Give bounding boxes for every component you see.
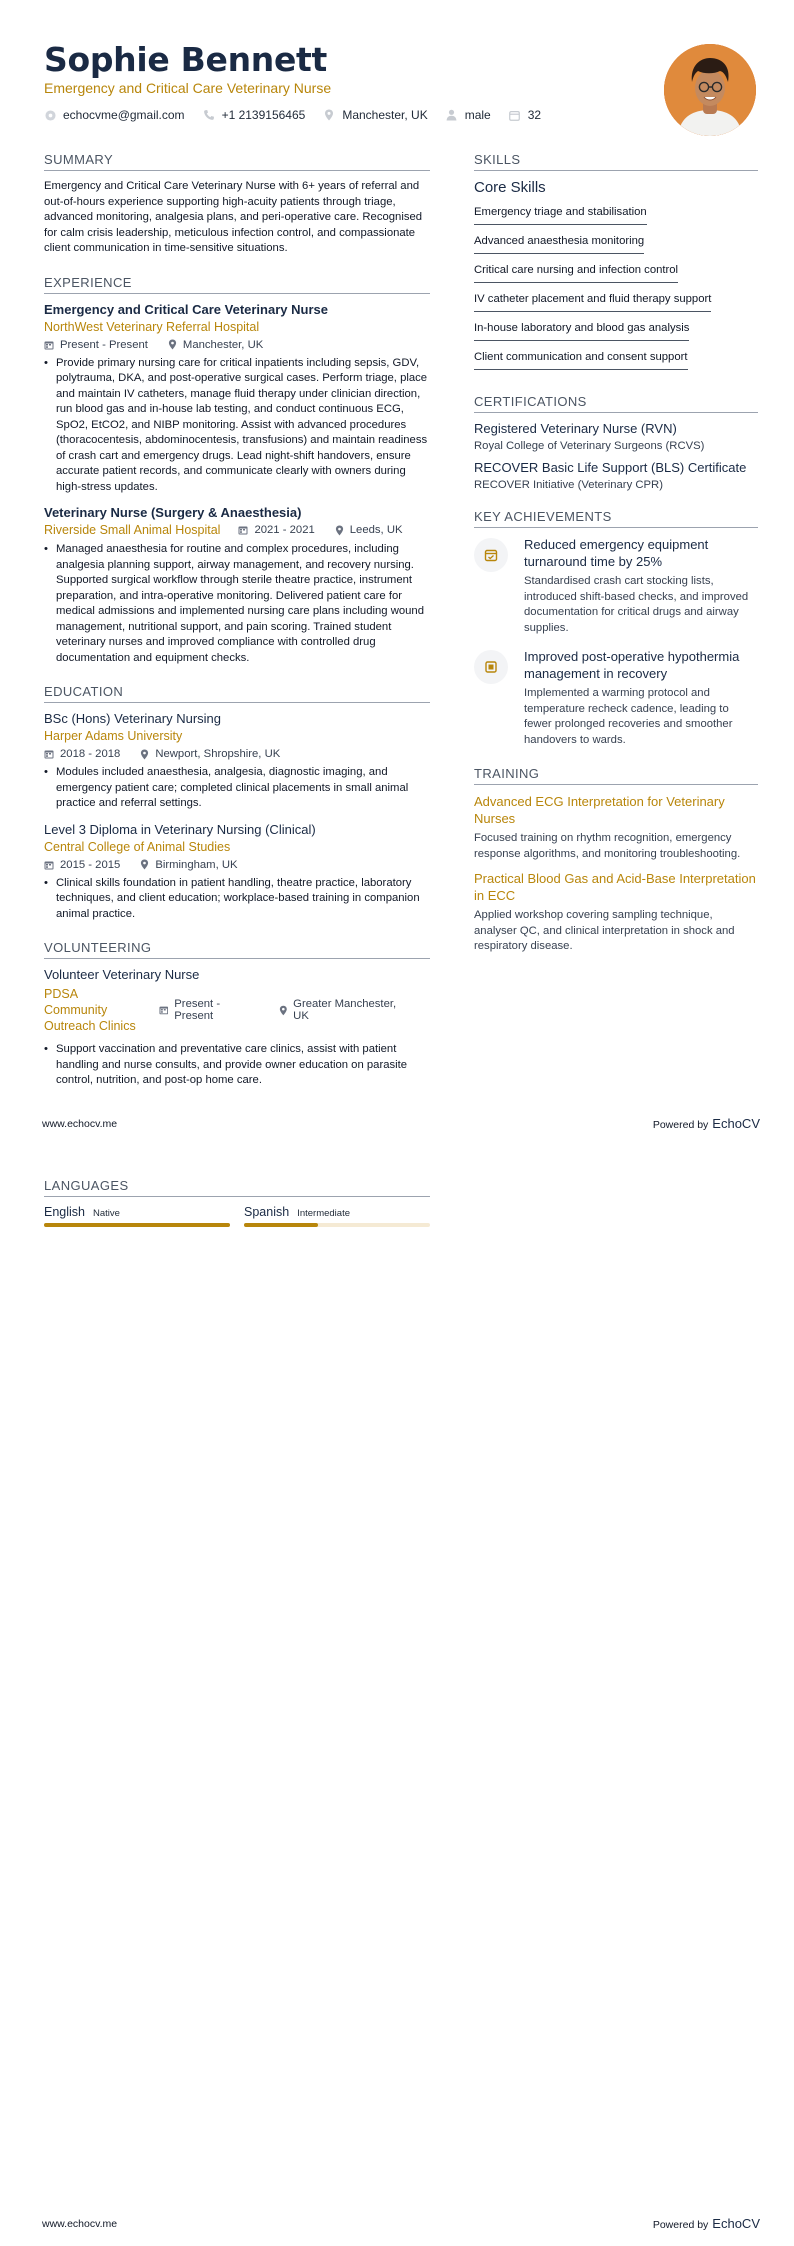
location-icon xyxy=(335,525,344,536)
volunteering-item xyxy=(44,967,430,1089)
volunteer-bullet: • Support vaccination and preventative care clinics, assist with patient handling and nurse consults, and provide owner education on parasite control, nutrition, and post-op home care. xyxy=(44,1042,430,1089)
job-location xyxy=(335,524,403,536)
job-org-meta-row xyxy=(44,523,430,537)
certification-item xyxy=(474,421,758,452)
skill-item: Emergency triage and stabilisation xyxy=(474,202,647,225)
contact-row xyxy=(44,108,559,122)
job-title: Veterinary Nurse (Surgery & Anaesthesia) xyxy=(44,505,302,520)
languages-heading: LANGUAGES xyxy=(44,1178,430,1197)
education-dates-text: 2018 - 2018 xyxy=(60,748,121,760)
email-icon xyxy=(44,109,56,121)
job-bullet: • Provide primary nursing care for critical inpatients including sepsis, GDV, polytrauma, DKA, and post-operative surgical cases. Perform triage, place and maintain IV catheters, manage fluid therapy under clinician direction, run blood gas and in-house lab testing, and conduct continuous ECG, SpO2, EtCO2, and NIBP monitoring. Assist with advanced procedures (thoracocentesis, abdominocentesis, transfusions) and maintain readiness of crash cart and emergency drugs. Lead night-shift handovers, ensure accurate patient records, and communicate clearly with owners during high-stress updates. xyxy=(44,356,430,496)
footer-brand[interactable]: EchoCV xyxy=(712,2216,760,2231)
location-icon xyxy=(168,339,177,350)
summary-section xyxy=(44,152,430,257)
training-title: Practical Blood Gas and Acid-Base Interpretation in ECC xyxy=(474,871,756,903)
achievement-item xyxy=(474,536,758,636)
training-section xyxy=(474,766,758,955)
left-column xyxy=(44,152,430,1107)
volunteer-role: Volunteer Veterinary Nurse xyxy=(44,967,200,982)
calendar-icon xyxy=(44,860,54,870)
degree-title: BSc (Hons) Veterinary Nursing xyxy=(44,711,222,726)
page-footer xyxy=(42,2216,760,2231)
skills-list xyxy=(474,202,758,376)
language-bar-fill xyxy=(244,1223,318,1227)
volunteer-org-line-2: Outreach Clinics xyxy=(44,1019,136,1033)
certification-issuer: Royal College of Veterinary Surgeons (RCVS) xyxy=(474,440,705,452)
education-bullet: • Clinical skills foundation in patient handling, theatre practice, laboratory techniques, and client education; workplace-based training in companion animal practice. xyxy=(44,876,430,923)
language-item xyxy=(244,1205,430,1227)
volunteer-dates-text: Present - Present xyxy=(174,998,221,1022)
footer-site-link[interactable]: www.echocv.me xyxy=(42,1117,118,1130)
phone-icon xyxy=(203,109,215,121)
education-item xyxy=(44,711,430,812)
skill-item: Advanced anaesthesia monitoring xyxy=(474,231,644,254)
location-icon xyxy=(140,749,149,760)
achievements-section xyxy=(474,509,758,748)
contact-location xyxy=(323,108,427,122)
language-name: English xyxy=(44,1205,85,1219)
summary-text: Emergency and Critical Care Veterinary Nurse with 6+ years of referral and out-of-hours experience supporting high-acuity patients through triage, advanced monitoring, analgesia plans, and peri-operative care. Recognised for calm crisis leadership, meticulous infection control, and compassionate client communication in time-sensitive situations. xyxy=(44,180,423,254)
education-bullets xyxy=(44,876,430,923)
job-location-text: Leeds, UK xyxy=(349,524,403,536)
education-location-text: Birmingham, UK xyxy=(155,858,238,871)
volunteering-section xyxy=(44,940,430,1089)
education-section xyxy=(44,684,430,922)
job-dates-text: 2021 - 2021 xyxy=(254,524,315,536)
experience-section xyxy=(44,275,430,667)
volunteer-dates xyxy=(159,998,259,1022)
footer-powered xyxy=(653,1116,760,1131)
page-footer xyxy=(42,1116,760,1131)
language-item xyxy=(44,1205,230,1227)
certification-item xyxy=(474,460,758,491)
achievements-heading: KEY ACHIEVEMENTS xyxy=(474,509,758,528)
contact-gender xyxy=(446,108,491,122)
footer-site-link[interactable]: www.echocv.me xyxy=(42,2217,118,2230)
achievement-item xyxy=(474,648,758,748)
job-dates xyxy=(44,339,148,351)
footer-brand[interactable]: EchoCV xyxy=(712,1116,760,1131)
footer-powered-text: Powered by xyxy=(652,2219,709,2231)
volunteer-org-meta-row xyxy=(44,986,430,1034)
language-head xyxy=(244,1205,430,1219)
contact-phone[interactable] xyxy=(203,108,306,122)
training-heading: TRAINING xyxy=(474,766,758,785)
training-title: Advanced ECG Interpretation for Veterinary Nurses xyxy=(474,794,725,826)
job-dates xyxy=(238,524,314,536)
candidate-name: Sophie Bennett xyxy=(44,40,327,79)
education-bullets xyxy=(44,765,430,812)
job-location-text: Manchester, UK xyxy=(182,338,264,351)
employer: NorthWest Veterinary Referral Hospital xyxy=(44,319,260,334)
location-icon xyxy=(323,109,335,121)
language-level: Native xyxy=(93,1208,120,1219)
job-title: Emergency and Critical Care Veterinary Nurse xyxy=(44,301,328,317)
calendar-icon xyxy=(238,525,248,535)
contact-gender-text: male xyxy=(464,108,491,122)
certifications-heading: CERTIFICATIONS xyxy=(474,394,758,413)
languages-list xyxy=(44,1205,430,1227)
monitor-icon xyxy=(474,650,508,684)
skill-item: IV catheter placement and fluid therapy support xyxy=(474,289,711,312)
volunteer-org xyxy=(44,986,141,1034)
school-name: Central College of Animal Studies xyxy=(44,839,231,854)
profile-avatar xyxy=(664,44,756,136)
achievement-body xyxy=(524,648,758,748)
volunteer-bullets xyxy=(44,1042,430,1089)
languages-section xyxy=(44,1178,430,1227)
contact-location-text: Manchester, UK xyxy=(342,108,428,122)
candidate-headline: Emergency and Critical Care Veterinary Nurse xyxy=(44,80,332,96)
achievement-desc: Implemented a warming protocol and temperature recheck cadence, leading to fewer prolonged recoveries and smoother handovers to wards. xyxy=(524,687,733,746)
calendar-icon xyxy=(159,1005,169,1015)
certification-issuer: RECOVER Initiative (Veterinary CPR) xyxy=(474,479,663,491)
certifications-section xyxy=(474,394,758,491)
school-name: Harper Adams University xyxy=(44,729,183,743)
education-heading: EDUCATION xyxy=(44,684,430,703)
job-meta xyxy=(238,524,422,536)
education-item xyxy=(44,822,430,923)
volunteer-location-text: Greater Manchester, UK xyxy=(293,998,397,1022)
right-column xyxy=(474,152,758,973)
experience-item xyxy=(44,505,430,666)
skills-group-title: Core Skills xyxy=(474,179,546,196)
footer-powered xyxy=(653,2216,760,2231)
job-bullets xyxy=(44,542,430,666)
contact-email-text: echocvme@gmail.com xyxy=(63,108,185,122)
user-icon xyxy=(446,109,458,121)
education-dates xyxy=(44,748,120,760)
calendar-icon xyxy=(44,749,54,759)
calendar-icon xyxy=(44,340,54,350)
achievement-title: Improved post-operative hypothermia management in recovery xyxy=(524,649,740,681)
skill-item: In-house laboratory and blood gas analysis xyxy=(474,318,689,341)
skills-section xyxy=(474,152,758,376)
certification-name: Registered Veterinary Nurse (RVN) xyxy=(474,421,677,436)
checklist-icon xyxy=(474,538,508,572)
education-meta xyxy=(44,859,430,871)
training-desc: Applied workshop covering sampling technique, analyser QC, and clinical interpretation in shock and respiratory disease. xyxy=(474,909,735,952)
location-icon xyxy=(140,859,149,870)
skill-item: Critical care nursing and infection control xyxy=(474,260,678,283)
experience-item xyxy=(44,302,430,496)
job-dates-text: Present - Present xyxy=(60,338,148,351)
resume-page-2 xyxy=(0,1140,794,2246)
skill-item: Client communication and consent support xyxy=(474,347,688,370)
achievement-desc: Standardised crash cart stocking lists, introduced shift-based checks, and improved documentation for critical drugs and airway supplies. xyxy=(524,575,749,634)
education-bullet: • Modules included anaesthesia, analgesia, diagnostic imaging, and emergency patient care; completed clinical placements in small animal practice and referral settings. xyxy=(44,765,430,812)
training-desc: Focused training on rhythm recognition, emergency response algorithms, and monitoring troubleshooting. xyxy=(474,832,741,860)
job-location xyxy=(168,339,263,351)
volunteering-heading: VOLUNTEERING xyxy=(44,940,430,959)
education-location-text: Newport, Shropshire, UK xyxy=(155,748,281,760)
language-name: Spanish xyxy=(244,1205,290,1219)
volunteer-location xyxy=(279,998,410,1022)
volunteer-meta xyxy=(159,998,430,1022)
training-item xyxy=(474,870,758,955)
job-bullet: • Managed anaesthesia for routine and complex procedures, including analgesia planning support, airway management, and recovery nursing. Supported surgical workflow through sterile theatre practice, instrument preparation, and intra-operative monitoring. Delivered patient care for medical admissions and implemented nursing care plans including wound management, nutritional support, and pain scoring. Trained student veterinary nurses and improved compliance with controlled drug documentation and equipment checks. xyxy=(44,542,430,666)
summary-heading: SUMMARY xyxy=(44,152,430,171)
job-bullets xyxy=(44,356,430,496)
education-dates-text: 2015 - 2015 xyxy=(60,858,121,871)
language-level: Intermediate xyxy=(297,1208,350,1219)
footer-powered-text: Powered by xyxy=(652,1119,709,1131)
employer: Riverside Small Animal Hospital xyxy=(44,523,221,537)
education-location xyxy=(140,859,237,871)
volunteer-org-line-1: PDSA Community xyxy=(44,987,108,1017)
language-bar xyxy=(244,1223,430,1227)
education-dates xyxy=(44,859,120,871)
degree-title: Level 3 Diploma in Veterinary Nursing (Clinical) xyxy=(44,821,316,837)
education-location xyxy=(140,748,280,760)
language-head xyxy=(44,1205,230,1219)
skills-heading: SKILLS xyxy=(474,152,758,171)
job-meta xyxy=(44,339,430,351)
contact-age xyxy=(509,108,541,122)
location-icon xyxy=(279,1005,288,1016)
education-meta xyxy=(44,748,430,760)
calendar-icon xyxy=(509,109,521,121)
certification-name: RECOVER Basic Life Support (BLS) Certificate xyxy=(474,460,747,475)
contact-email[interactable] xyxy=(44,108,185,122)
achievement-title: Reduced emergency equipment turnaround time by 25% xyxy=(524,537,709,569)
contact-phone-text: +1 2139156465 xyxy=(221,108,306,122)
experience-heading: EXPERIENCE xyxy=(44,275,430,294)
language-bar-fill xyxy=(44,1223,230,1227)
contact-age-text: 32 xyxy=(527,108,542,122)
achievement-body xyxy=(524,536,758,636)
language-bar xyxy=(44,1223,230,1227)
training-item xyxy=(474,793,758,862)
